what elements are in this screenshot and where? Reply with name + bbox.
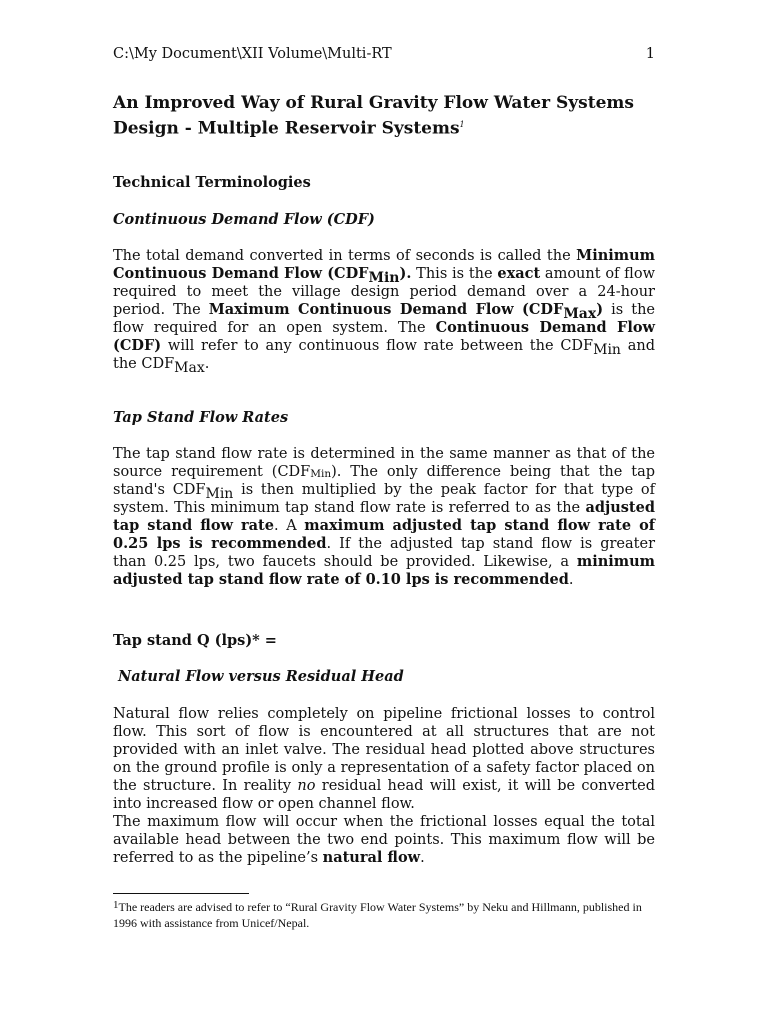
file-path: C:\My Document\XII Volume\Multi-RT [113,46,392,62]
subscript: Max [174,360,205,376]
subscript: Min [593,342,621,358]
document-title [113,92,673,140]
paragraph-natural-flow-1 [113,705,655,813]
paragraph-cdf [113,247,656,376]
footnote-text: The readers are advised to refer to “Rural Gravity Flow Water Systems” by Neku and Hillmann, published in 1996 with assistance from Unicef/Nepal. [113,900,642,930]
text-run: ). The only difference being that the tap stand's CDF [113,464,656,498]
text-run: . [568,572,574,588]
text-run: Minimum Continuous Demand Flow (CDF [113,247,655,282]
text-run: The total demand converted in terms of seconds is called the [113,248,577,264]
footnote-mark: 1 [113,899,119,911]
title-line-1: An Improved Way of Rural Gravity Flow Water Systems [113,93,634,113]
term-adjusted-rate: adjusted tap stand flow rate [113,499,655,534]
text-run: amount of flow required to meet the village design period demand over a 24-hour period. The [113,266,655,318]
term-natural-flow: natural flow [322,849,421,866]
subscript: Min [310,468,332,480]
paragraph-natural-flow-2 [113,813,655,867]
footnote [113,899,655,931]
subscript: Min [205,486,234,502]
subscript: Min [368,270,400,286]
title-line-2: Design - Multiple Reservoir Systems [113,118,460,139]
term-cdf: Continuous Demand Flow (CDF) [113,319,655,354]
text-run: . [420,850,425,866]
text-run: ). [399,265,412,282]
text-run: Maximum Continuous Demand Flow (CDF [208,301,564,318]
text-run: . If the adjusted tap stand flow is greater than 0.25 lps, two faucets should be provided. Likewise, a [113,536,655,570]
formula-tap-stand-q: Tap stand Q (lps)* = [113,632,277,649]
text-run: ) [596,301,604,318]
heading-natural-flow: Natural Flow versus Residual Head [118,668,404,685]
heading-technical-terminologies: Technical Terminologies [113,174,311,191]
text-run: Natural flow relies completely on pipeline frictional losses to control flow. This sort of flow is encountered at all structures that are not provided with an inlet valve. The residual head plotted above structures on the ground profile is only a representation of a safety factor placed on the structure. In reality [113,706,655,794]
text-run: is the flow required for an open system. The [113,302,656,336]
text-run: The maximum flow will occur when the frictional losses equal the total available head between the two end points. This maximum flow will be referred to as the pipeline’s [113,814,655,866]
subscript: Max [563,306,597,322]
text-run: is then multiplied by the peak factor for that type of system. This minimum tap stand flow rate is referred to as the [113,482,655,516]
term-min-adjusted-rate: minimum adjusted tap stand flow rate of 0.10 lps is recommended [113,553,655,588]
text-run: This is the [411,266,498,282]
text-run: and the CDF [113,338,655,372]
heading-tap-stand: Tap Stand Flow Rates [113,409,289,426]
text-run: The tap stand flow rate is determined in the same manner as that of the source requirement (CDF [113,446,655,480]
term-max-cdf [208,301,604,322]
page-number: 1 [645,46,655,62]
term-max-adjusted-rate: maximum adjusted tap stand flow rate of 0.25 lps is recommended [113,517,655,552]
paragraph-tap-stand [113,445,655,589]
emphasis: no [297,778,316,794]
heading-cdf: Continuous Demand Flow (CDF) [113,211,375,228]
text-run: residual head will exist, it will be converted into increased flow or open channel flow. [113,778,655,812]
text-run: will refer to any continuous flow rate between the CDF [161,338,594,354]
text-run: . A [273,518,305,534]
footnote-separator [113,893,249,894]
term-exact: exact [497,265,541,282]
title-footnote-mark[interactable]: 1 [459,120,465,129]
text-run: . [204,356,210,372]
